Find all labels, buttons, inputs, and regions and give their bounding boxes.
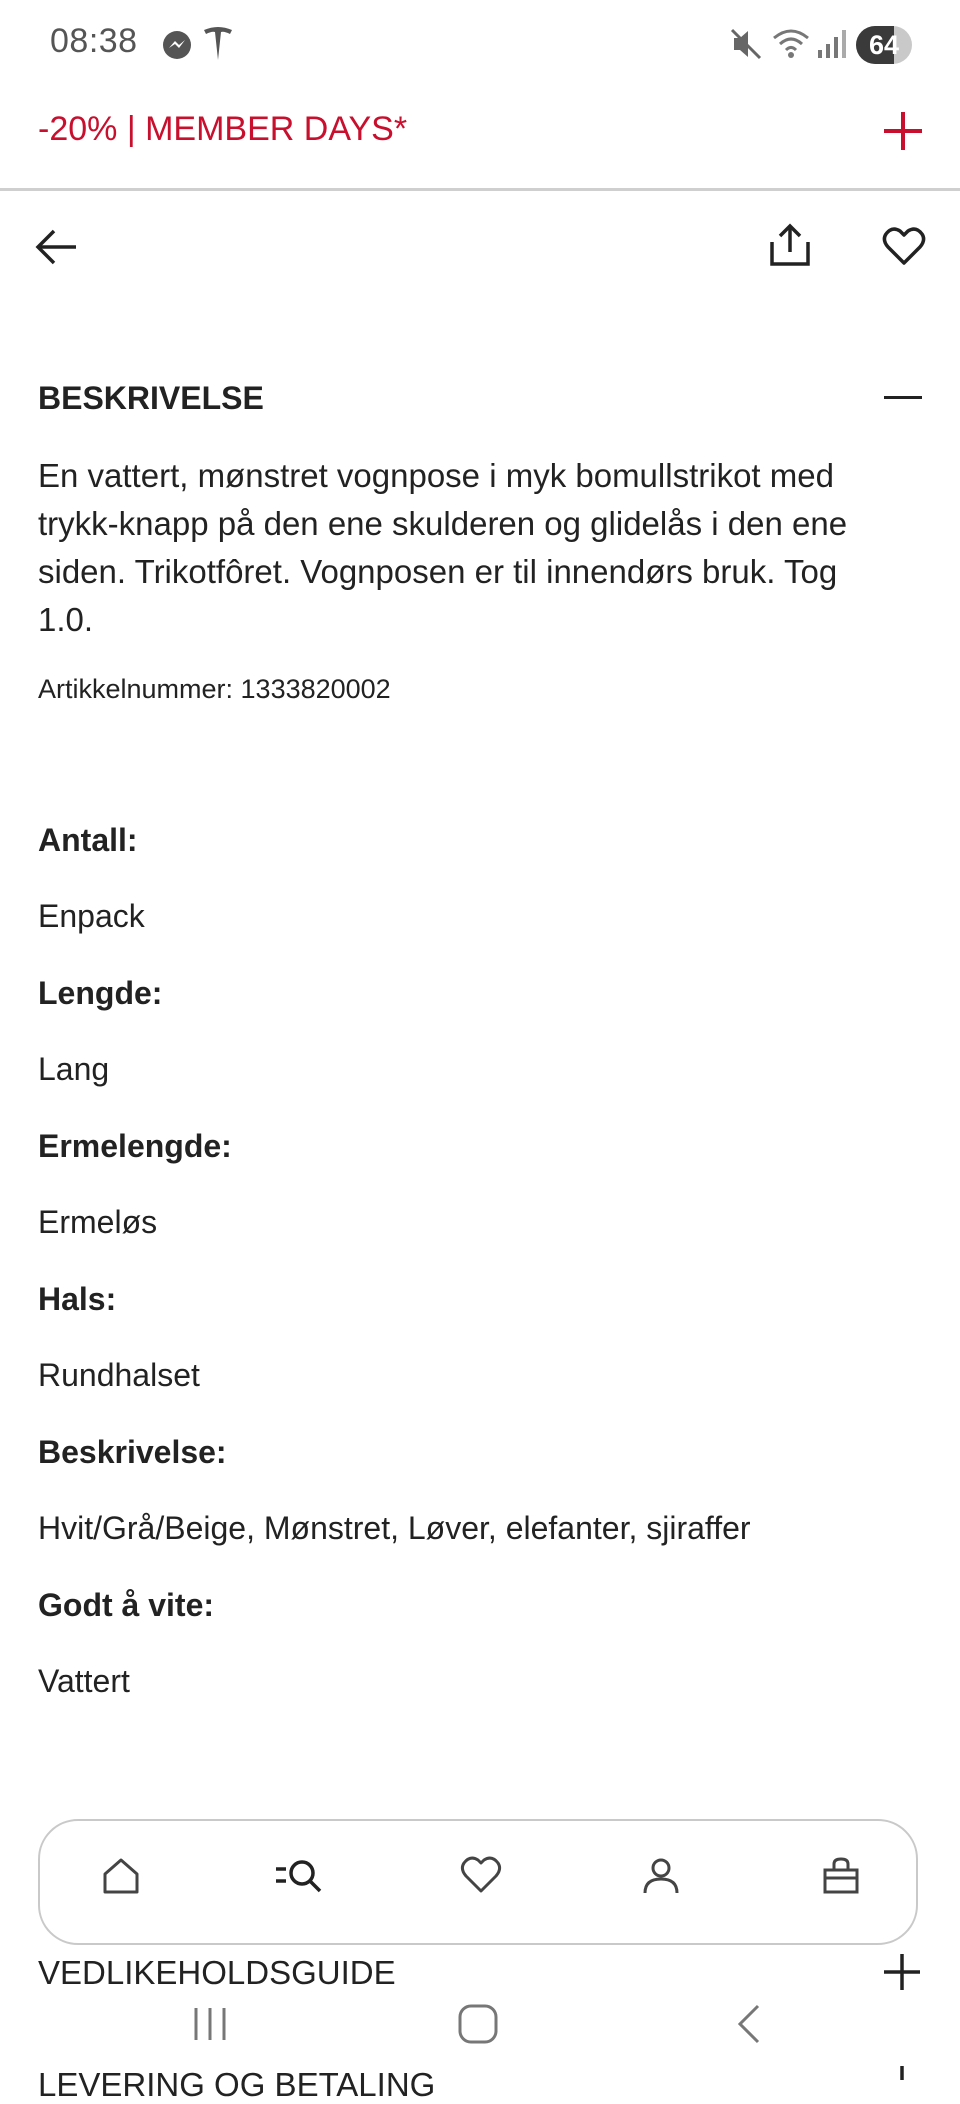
- attr-value-good-to-know: Vattert: [38, 1663, 130, 1699]
- article-number: Artikkelnummer: 1333820002: [38, 674, 391, 704]
- bag-icon[interactable]: [820, 1855, 862, 1897]
- tesla-icon: [202, 26, 234, 62]
- expand-plus-icon[interactable]: [880, 2062, 924, 2080]
- attr-label-length: Lengde:: [38, 975, 163, 1011]
- section-delivery[interactable]: LEVERING OG BETALING: [38, 2066, 436, 2103]
- system-back-icon[interactable]: [734, 2002, 762, 2046]
- attr-value-length: Lang: [38, 1051, 110, 1087]
- attr-label-sleeve-length: Ermelengde:: [38, 1128, 232, 1164]
- share-icon[interactable]: [768, 222, 812, 268]
- attr-value-neck: Rundhalset: [38, 1357, 200, 1393]
- attr-value-sleeve-length: Ermeløs: [38, 1204, 158, 1240]
- battery-level: 64: [868, 30, 900, 60]
- attr-value-quantity: Enpack: [38, 898, 145, 934]
- attr-label-description: Beskrivelse:: [38, 1434, 227, 1470]
- status-time: 08:38: [50, 22, 138, 60]
- bottom-navigation: [38, 1819, 918, 1945]
- section-care-guide[interactable]: VEDLIKEHOLDSGUIDE: [38, 1954, 396, 1991]
- battery-indicator: [856, 26, 912, 64]
- attr-value-description: Hvit/Grå/Beige, Mønstret, Løver, elefanter, sjiraffer: [38, 1510, 751, 1546]
- signal-icon: [816, 28, 848, 60]
- attr-label-neck: Hals:: [38, 1281, 117, 1317]
- search-icon[interactable]: [272, 1855, 328, 1897]
- wifi-icon: [772, 26, 810, 62]
- home-button-icon[interactable]: [456, 2002, 500, 2046]
- attr-label-quantity: Antall:: [38, 822, 138, 858]
- profile-icon[interactable]: [640, 1855, 682, 1897]
- back-arrow-icon[interactable]: [34, 224, 80, 270]
- mute-icon: [730, 26, 764, 62]
- home-icon[interactable]: [100, 1855, 142, 1897]
- collapse-minus-icon[interactable]: [884, 396, 922, 399]
- promo-divider: [0, 188, 960, 191]
- heart-icon[interactable]: [882, 226, 926, 266]
- product-description: En vattert, mønstret vognpose i myk bomullstrikot med trykk-knapp på den ene skulderen og glidelås i den ene siden. Trikotfôret. Vognposen er til innendørs bruk. Tog 1.0.: [38, 457, 848, 638]
- messenger-icon: [160, 28, 194, 62]
- heart-icon[interactable]: [460, 1855, 502, 1895]
- recent-apps-icon[interactable]: [190, 2004, 230, 2044]
- promo-banner-text[interactable]: -20% | MEMBER DAYS*: [38, 110, 408, 148]
- attr-label-good-to-know: Godt å vite:: [38, 1587, 215, 1623]
- expand-plus-icon[interactable]: [880, 1950, 924, 1994]
- promo-expand-plus-icon[interactable]: [880, 108, 926, 154]
- section-title-description: BESKRIVELSE: [38, 380, 264, 416]
